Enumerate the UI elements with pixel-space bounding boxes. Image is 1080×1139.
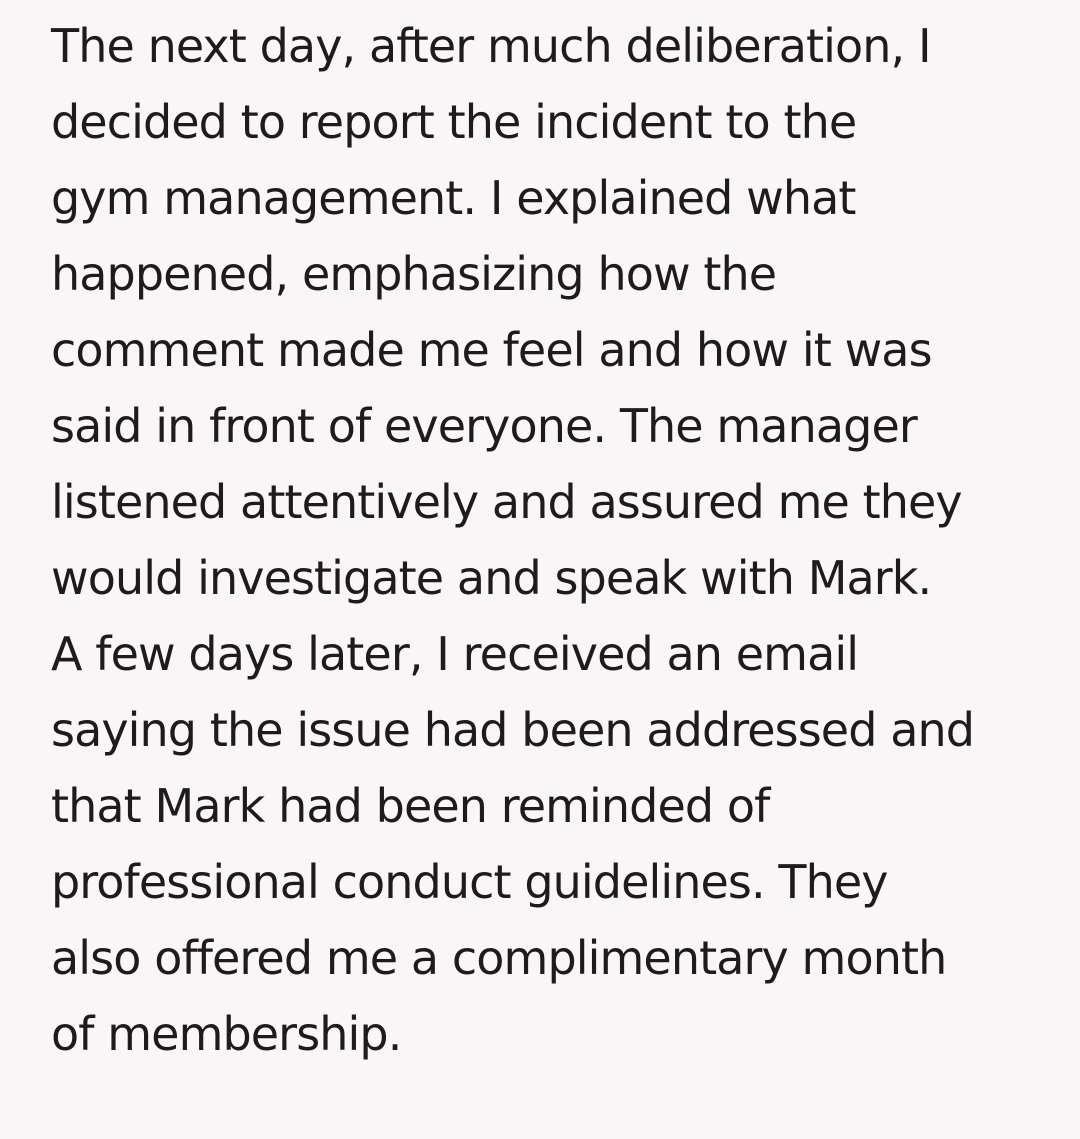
paragraph-line: also offered me a complimentary month xyxy=(51,931,947,985)
paragraph-line: happened, emphasizing how the xyxy=(51,247,777,301)
paragraph-line: comment made me feel and how it was xyxy=(51,323,932,377)
paragraph-line: of membership. xyxy=(51,1007,402,1061)
paragraph-line: said in front of everyone. The manager xyxy=(51,399,917,453)
paragraph-line: saying the issue had been addressed and xyxy=(51,703,975,757)
paragraph-line: professional conduct guidelines. They xyxy=(51,855,888,909)
paragraph-line: The next day, after much deliberation, I xyxy=(51,19,931,73)
story-paragraph xyxy=(51,8,1080,1072)
paragraph-line: gym management. I explained what xyxy=(51,171,856,225)
paragraph-line: decided to report the incident to the xyxy=(51,95,857,149)
paragraph-line: would investigate and speak with Mark. xyxy=(51,551,932,605)
paragraph-line: that Mark had been reminded of xyxy=(51,779,770,833)
paragraph-line: A few days later, I received an email xyxy=(51,627,859,681)
paragraph-line: listened attentively and assured me they xyxy=(51,475,962,529)
